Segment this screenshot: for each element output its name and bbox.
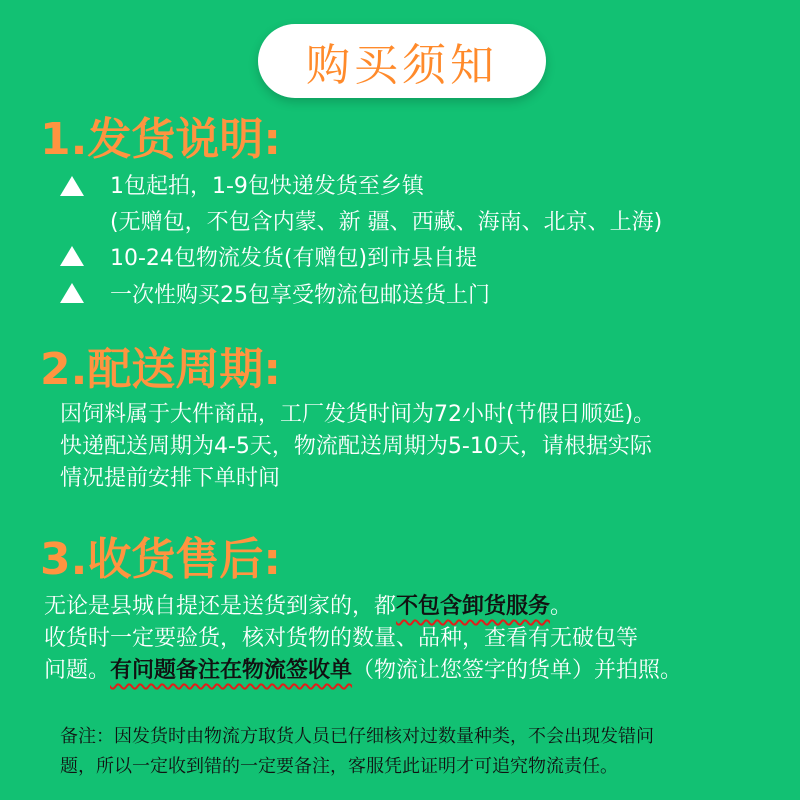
after-sales-text: 。	[550, 594, 573, 619]
note-on-receipt-highlight: 有问题备注在物流签收单	[110, 658, 353, 683]
footnote-line: 题，所以一定收到错的一定要备注，客服凭此证明才可追究物流责任。	[60, 756, 618, 777]
section-heading-after-sales: 3.收货售后:	[40, 534, 281, 585]
shipping-item: 1包起拍，1-9包快递发货至乡镇	[110, 174, 424, 199]
footnote-line: 备注：因发货时由物流方取货人员已仔细核对过数量种类，不会出现发错问	[60, 726, 654, 747]
shipping-item-exclusion: (无赠包，不包含内蒙、新 疆、西藏、海南、北京、上海)	[110, 210, 663, 235]
triangle-bullet-icon	[60, 246, 84, 266]
no-unloading-highlight: 不包含卸货服务	[396, 594, 551, 619]
after-sales-line	[44, 660, 682, 682]
after-sales-text: 问题。	[44, 658, 111, 683]
shipping-item: 一次性购买25包享受物流包邮送货上门	[110, 283, 490, 308]
after-sales-text: （物流让您签字的货单）并拍照。	[352, 658, 683, 683]
section-heading-shipping: 1.发货说明:	[40, 114, 281, 165]
shipping-item: 10-24包物流发货(有赠包)到市县自提	[110, 246, 478, 271]
after-sales-line: 收货时一定要验货，核对货物的数量、品种，查看有无破包等	[44, 626, 639, 651]
triangle-bullet-icon	[60, 176, 84, 196]
title-badge	[258, 24, 546, 98]
after-sales-text: 无论是县城自提还是送货到家的，都	[44, 594, 397, 619]
triangle-bullet-icon	[60, 283, 84, 303]
delivery-line: 因饲料属于大件商品，工厂发货时间为72小时(节假日顺延)。	[60, 402, 656, 427]
page-title: 购买须知	[306, 40, 498, 91]
after-sales-line	[44, 596, 572, 618]
delivery-line: 情况提前安排下单时间	[60, 466, 281, 491]
section-heading-delivery: 2.配送周期:	[40, 344, 281, 395]
delivery-line: 快递配送周期为4-5天，物流配送周期为5-10天，请根据实际	[60, 434, 652, 459]
